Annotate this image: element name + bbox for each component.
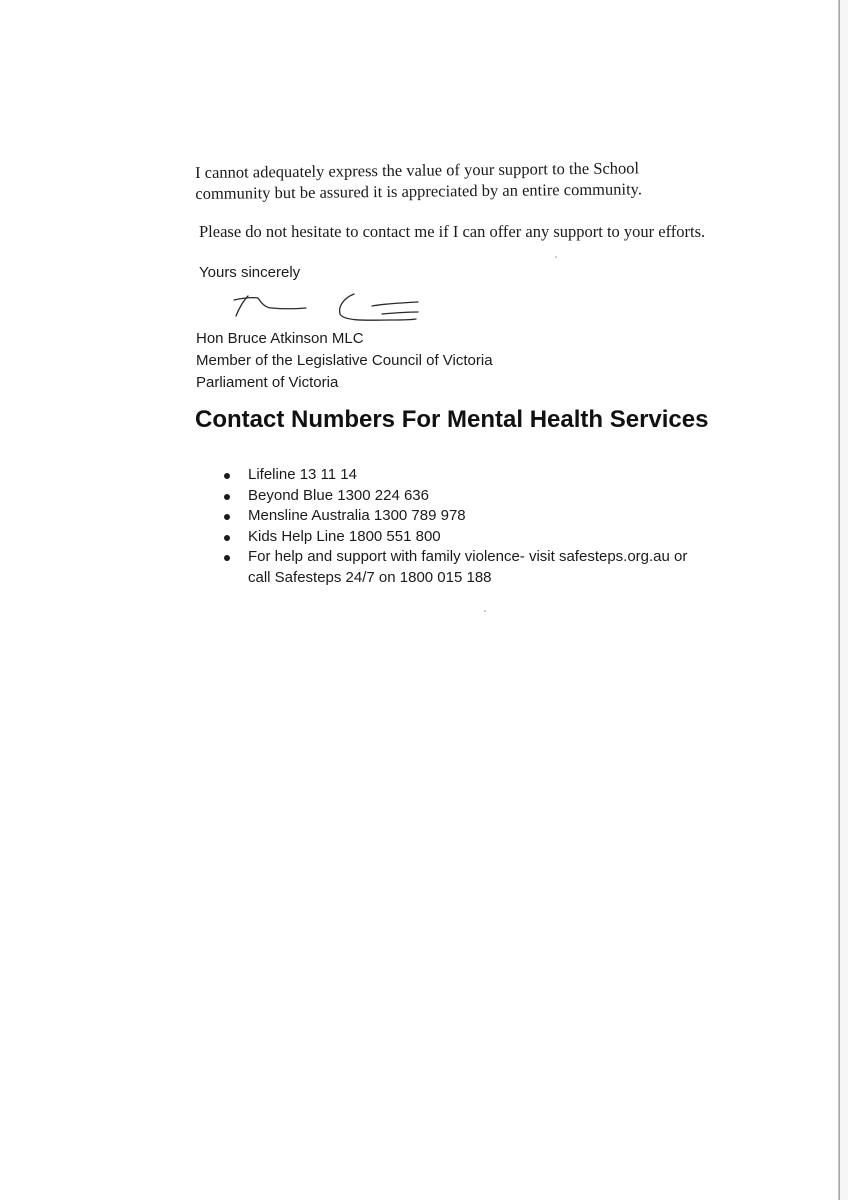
signatory-name: Hon Bruce Atkinson MLC <box>196 330 364 347</box>
page-scan-edge <box>840 0 848 1200</box>
page-scan-shadow <box>838 0 840 1200</box>
contacts-list <box>218 465 738 588</box>
letter-closing: Yours sincerely <box>199 264 301 281</box>
signature-block <box>196 328 493 394</box>
signatory-title: Member of the Legislative Council of Victoria <box>196 352 493 369</box>
handwritten-signature <box>222 286 432 330</box>
letter-paragraph-support <box>195 157 715 204</box>
bullet-icon <box>224 514 230 520</box>
paragraph-line: community but be assured it is appreciated by an entire community. <box>195 179 643 203</box>
scan-speck <box>484 610 486 612</box>
list-item <box>218 547 738 588</box>
contacts-heading: Contact Numbers For Mental Health Services <box>195 406 709 433</box>
bullet-icon <box>224 535 230 541</box>
list-item <box>218 465 738 486</box>
list-item-text: For help and support with family violence- visit safesteps.org.au or <box>248 548 688 565</box>
list-item-text: Beyond Blue 1300 224 636 <box>248 486 429 504</box>
list-item <box>218 527 738 548</box>
list-item-text: Lifeline 13 11 14 <box>248 466 357 483</box>
bullet-icon <box>224 473 230 479</box>
list-item <box>218 486 738 507</box>
signatory-organisation: Parliament of Victoria <box>196 374 339 391</box>
list-item-text-continued: call Safesteps 24/7 on 1800 015 188 <box>248 568 492 586</box>
list-item-text: Kids Help Line 1800 551 800 <box>248 527 441 545</box>
bullet-icon <box>224 494 230 500</box>
bullet-icon <box>224 555 230 561</box>
list-item <box>218 506 738 527</box>
scan-speck <box>555 256 557 258</box>
letter-paragraph-contact: Please do not hesitate to contact me if I can offer any support to your efforts. <box>199 222 706 241</box>
list-item-text: Mensline Australia 1300 789 978 <box>248 507 466 524</box>
paragraph-line: I cannot adequately express the value of your support to the School <box>195 158 640 182</box>
